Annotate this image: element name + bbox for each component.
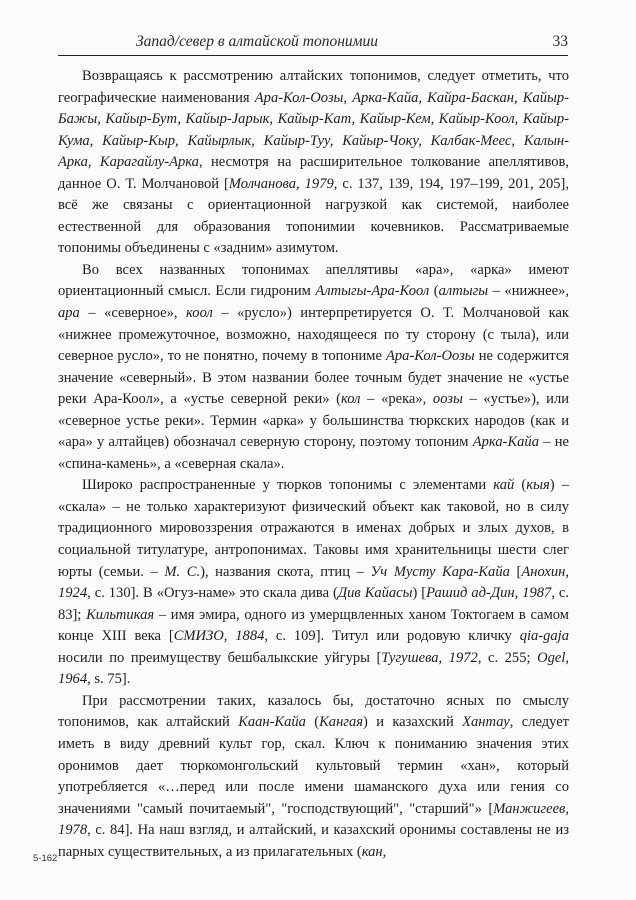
text-run: – «река»,	[360, 391, 433, 408]
running-title: Запад/север в алтайской топонимии	[136, 33, 379, 50]
paragraph	[58, 475, 569, 690]
text-run: (	[305, 714, 320, 731]
text-run: не содержится значение «северный». В этом названии более точным будет значение не «устье реки Ара-Коол», а «устье северной реки» (	[58, 348, 569, 408]
italic-run: М. С.	[164, 563, 201, 580]
italic-run: ара	[58, 305, 80, 322]
text-run: (	[514, 477, 527, 494]
italic-run: Каан-Кайа	[238, 714, 306, 731]
italic-run: кол	[341, 391, 361, 408]
text-run: Возвращаясь к рассмотрению алтайских топонимов, следует отметить, что географические наименования	[58, 68, 569, 106]
italic-run: qia-gaja	[519, 628, 569, 645]
text-run: , с. 130]. В «Огуз-наме» это скала дива (	[87, 585, 338, 602]
text-run: ) [	[412, 585, 427, 602]
italic-run: Уч Мусту Кара-Кайа	[370, 563, 510, 580]
text-run: Во всех названных топонимах апеллятивы «ара», «арка» имеют ориентационный смысл. Если гидроним	[58, 261, 569, 300]
italic-run: оозы	[432, 391, 463, 408]
italic-run: Рашид ад-Дин, 1987	[426, 585, 552, 602]
text-run: , с. 255;	[477, 649, 538, 666]
text-run: , с. 109]. Титул или родовую кличку	[264, 628, 520, 645]
text-run: – «устье»), или «северное устье реки». Термин «арка» у большинства тюркских народов (как и «ара» у алтайцев) обозначал северную сторону, поэтому топоним	[58, 391, 570, 451]
text-run: , следует иметь в виду древний культ гор, скал. Ключ к пониманию значения этих оронимов дает тюркомонгольский культовый термин «хан», который употребляется «…перед или после имени шаманского духа или гения со значениями "самый почитаемый", "господствующий", "старший"» [	[58, 714, 570, 817]
text-run: – не «спина-камень», а «северная скала».	[58, 434, 569, 472]
italic-run: Анохин, 1924	[58, 563, 570, 602]
italic-run: Див Кайасы	[337, 585, 413, 602]
text-run: , s. 75].	[87, 671, 131, 688]
text-run: При рассмотрении таких, казалось бы, достаточно ясных по смыслу топонимов, как алтайский	[58, 692, 569, 731]
italic-run: Алтыгы-Ара-Коол	[315, 283, 430, 300]
italic-run: кай	[493, 477, 515, 494]
text-run: [	[509, 563, 522, 580]
italic-run: кыя	[526, 477, 550, 494]
italic-run: Тугушева, 1972	[381, 649, 478, 666]
text-run: ), названия скота, птиц –	[200, 563, 371, 580]
page-number: 33	[552, 33, 568, 50]
printer-signature: 5-162	[33, 853, 58, 864]
text-run: Широко распространенные у тюрков топонимы с элементами	[82, 477, 494, 494]
text-run: – имя эмира, одного из умерщвленных ханом Toктогаем в самом конце XIII века [	[58, 606, 569, 645]
text-run: , с. 83];	[58, 585, 569, 623]
italic-run: Ара-Кол-Оозы	[386, 348, 475, 365]
italic-run: Ogel, 1964	[58, 649, 569, 688]
italic-run: Ара-Кол-Оозы, Арка-Кайа, Кайра-Баскан, Кайыр-Бажы, Кайыр-Бут, Кайыр-Jарык, Кайыр-Кат, Кайыр-Кем, Кайыр-Коол, Кайыр-Кума, Кайыр-Кыр, Кайырлык, Кайыр-Туу, Кайыр-Чоку, Калбак-Меес, Калын-Арка, Карагайлу-Арка	[58, 89, 569, 171]
paragraph	[58, 691, 569, 863]
italic-run: кан,	[361, 843, 387, 860]
text-run: – «нижнее»,	[488, 283, 569, 300]
header-rule	[58, 55, 568, 56]
italic-run: Манжигеев, 1978	[58, 800, 569, 839]
italic-run: Молчанова, 1979	[228, 175, 334, 192]
text-run: (	[429, 283, 439, 300]
text-run: , с. 84]. На наш взгляд, и алтайский, и казахский оронимы составлены не из парных существительных, а из прилагательных (	[58, 822, 569, 860]
text-run: , несмотря на расширительное толкование апеллятивов, данное О. Т. Молчановой [	[58, 154, 569, 192]
italic-run: алтыгы	[438, 283, 489, 300]
body-text	[58, 66, 569, 863]
text-run: ) и казахский	[363, 714, 463, 731]
italic-run: Кильтикая	[86, 606, 155, 623]
text-run: , с. 137, 139, 194, 197–199, 201, 205], всё же связаны с ориентационной нагрузкой как системой, наиболее естественной для образования топонимии кочевников. Рассматриваемые топонимы объединены с «задним» азимутом.	[58, 175, 569, 257]
italic-run: коол	[186, 305, 213, 322]
running-header	[58, 33, 568, 55]
paragraph	[58, 260, 569, 475]
italic-run: Кангая	[319, 714, 364, 731]
text-run: – «русло») интерпретируется О. Т. Молчановой как «нижнее промежуточное, возможно, находящееся по ту сторону (с тыла), или северное русло», то не понятно, почему в топониме	[58, 305, 569, 365]
italic-run: Хантау	[462, 714, 510, 731]
text-run: носили по преимуществу бешбалыкские уйгуры [	[58, 649, 382, 666]
text-run: – «северное»,	[79, 305, 187, 322]
italic-run: СМИЗО, 1884	[173, 628, 265, 645]
text-run: ) – «скала» – не только характеризуют физический объект как таковой, но в силу традиционного мировоззрения отражаются в именах добрых и злых духов, в социальной титулатуре, антропонимах. Таковы имя хранительницы шести слег юрты (семьи. –	[58, 477, 569, 580]
italic-run: Арка-Кайа	[472, 434, 539, 451]
paragraph	[58, 66, 569, 260]
